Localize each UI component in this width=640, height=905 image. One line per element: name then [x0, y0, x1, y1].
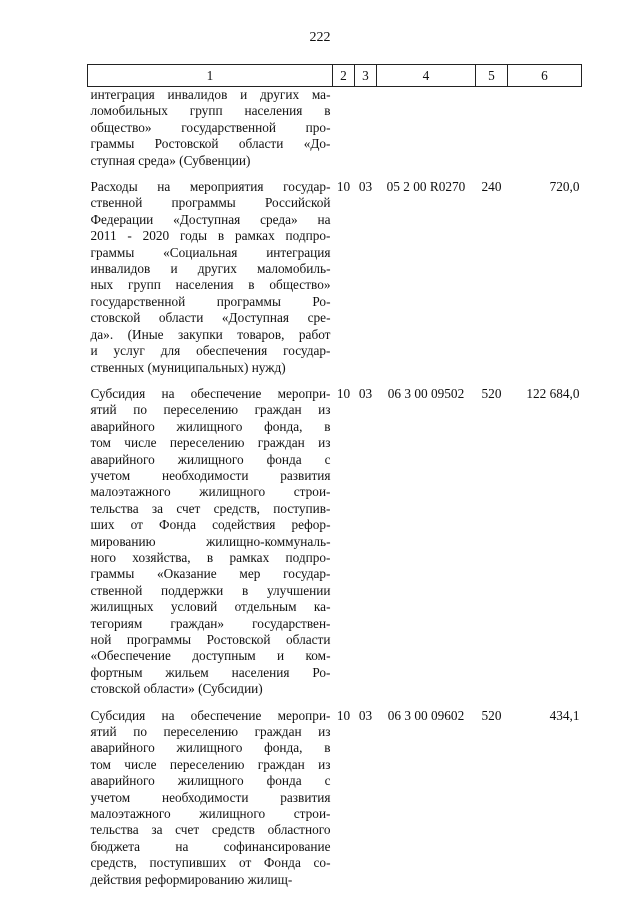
subsection-cell: 03	[358, 385, 373, 401]
description-line: Субсидия на обеспечение меропри-	[90, 385, 331, 401]
description-line: аварийного жилищного фонда, в	[90, 418, 331, 434]
description-line: средств, поступивших от Фонда со-	[90, 855, 331, 871]
description-line: учетом необходимости развития	[90, 467, 331, 483]
amount-cell: 122 684,0	[526, 385, 580, 401]
description-line: тельства за счет средств, поступив-	[90, 500, 331, 516]
header-cell: 3	[355, 65, 377, 87]
description-line: ных групп населения в общество»	[90, 277, 331, 293]
header-cell: 2	[333, 65, 355, 87]
description-line: ной программы Ростовской области	[90, 632, 331, 647]
description-line: Федерации «Доступная среда» на	[90, 211, 331, 227]
table-row	[88, 386, 582, 698]
amount-cell	[508, 87, 582, 170]
row-spacer	[88, 376, 582, 386]
description-line: аварийного жилищного фонда, в	[90, 740, 331, 756]
description-line: том числе переселению граждан из	[90, 435, 331, 451]
description-cell	[88, 708, 333, 888]
description-line: ших от Фонда содействия рефор-	[90, 517, 331, 533]
description-line: стовской области «Доступная сре-	[90, 310, 331, 326]
description-line: ступная среда» (Субвенции)	[90, 152, 251, 168]
description-line: граммы «Социальная интеграция	[90, 244, 331, 260]
description-line: ятий по переселению граждан из	[90, 724, 331, 740]
target-article-cell: 06 3 00 09502	[387, 385, 465, 401]
description-line: ятий по переселению граждан из	[90, 402, 331, 418]
description-line: государственной программы Ро-	[90, 293, 331, 309]
description-line: Расходы на мероприятия государ-	[90, 179, 331, 195]
description-line: действия реформированию жилищ-	[90, 871, 293, 887]
header-cell: 1	[88, 65, 333, 87]
description-cell	[88, 386, 333, 698]
header-cell: 6	[508, 65, 582, 87]
table-row	[88, 87, 582, 170]
page-number: 222	[309, 30, 331, 45]
table-row	[88, 708, 582, 888]
expense-type-cell: 520	[481, 385, 502, 401]
target-article-cell	[377, 87, 476, 170]
description-line: ного хозяйства, в рамках подпро-	[90, 549, 331, 565]
section-cell: 10	[336, 385, 351, 401]
expense-type-cell	[476, 87, 508, 170]
description-line: Субсидия на обеспечение меропри-	[90, 707, 331, 723]
description-line: малоэтажного жилищного строи-	[90, 484, 331, 500]
description-line: тельства за счет средств областного	[90, 822, 331, 838]
target-article-cell: 05 2 00 R0270	[386, 179, 466, 195]
header-row	[88, 65, 582, 87]
description-line: да». (Иные закупки товаров, работ	[90, 326, 331, 342]
expense-type-cell: 240	[481, 179, 502, 195]
description-line: общество» государственной про-	[90, 119, 331, 135]
description-line: и услуг для обеспечения государ-	[90, 343, 331, 359]
description-line: том числе переселению граждан из	[90, 756, 331, 772]
row-spacer	[88, 169, 582, 179]
description-cell	[88, 87, 333, 170]
description-line: инвалидов и других маломобиль-	[90, 261, 331, 277]
subsection-cell	[355, 87, 377, 170]
description-line: «Обеспечение доступным и ком-	[90, 648, 331, 664]
table-row	[88, 179, 582, 376]
description-line: учетом необходимости развития	[90, 789, 331, 805]
budget-table	[87, 64, 582, 888]
description-line: жилищных условий отдельным ка-	[90, 599, 331, 615]
description-line: ственной поддержки в улучшении	[90, 582, 331, 598]
description-line: интеграция инвалидов и других ма-	[90, 87, 331, 102]
description-line: ственной программы Российской	[90, 195, 331, 211]
subsection-cell: 03	[358, 179, 373, 195]
section-cell: 10	[336, 707, 351, 723]
description-line: ломобильных групп населения в	[90, 103, 331, 119]
section-cell	[333, 87, 355, 170]
section-cell: 10	[336, 179, 351, 195]
description-line: стовской области» (Субсидии)	[90, 681, 263, 697]
description-line: фортным жильем населения Ро-	[90, 664, 331, 680]
description-line: аварийного жилищного фонда с	[90, 773, 331, 789]
description-line: мированию жилищно-коммуналь-	[90, 533, 331, 549]
row-spacer	[88, 698, 582, 708]
description-line: граммы «Оказание мер государ-	[90, 566, 331, 582]
target-article-cell: 06 3 00 09602	[387, 707, 465, 723]
description-cell	[88, 179, 333, 376]
header-cell: 5	[476, 65, 508, 87]
subsection-cell: 03	[358, 707, 373, 723]
description-line: тегориям граждан» государствен-	[90, 615, 331, 631]
description-line: ственных (муниципальных) нужд)	[90, 359, 286, 375]
amount-cell: 720,0	[549, 179, 580, 195]
expense-type-cell: 520	[481, 707, 502, 723]
description-line: малоэтажного жилищного строи-	[90, 806, 331, 822]
amount-cell: 434,1	[549, 707, 580, 723]
description-line: бюджета на софинансирование	[90, 838, 331, 854]
header-cell: 4	[377, 65, 476, 87]
description-line: 2011 - 2020 годы в рамках подпро-	[90, 228, 331, 244]
description-line: аварийного жилищного фонда с	[90, 451, 331, 467]
description-line: граммы Ростовской области «До-	[90, 136, 331, 152]
